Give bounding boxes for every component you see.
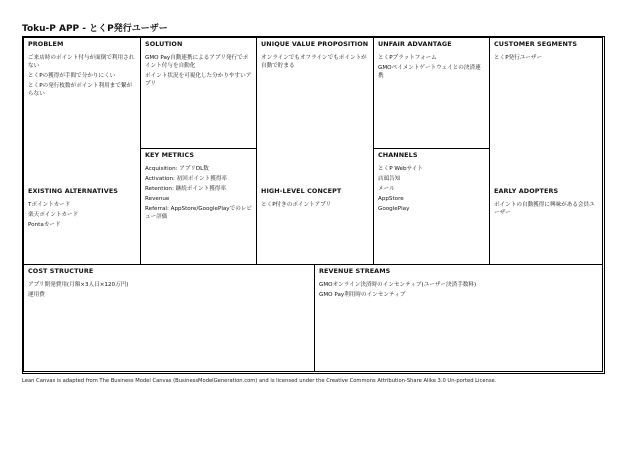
existing-alternatives-heading: EXISTING ALTERNATIVES bbox=[28, 187, 118, 195]
existing-alternative-item: 楽天ポイントカード bbox=[28, 211, 79, 218]
early-adopters bbox=[494, 188, 598, 219]
revenue-item: GMO Pay利用時のインセンティブ bbox=[319, 291, 406, 298]
existing-alternative-item: Pontaカード bbox=[28, 221, 61, 228]
key-metrics-block bbox=[140, 148, 257, 265]
key-metrics-heading: KEY METRICS bbox=[145, 151, 195, 159]
unfair-advantage-heading: UNFAIR ADVANTAGE bbox=[378, 40, 452, 48]
customer-segment-item: とくP発行ユーザー bbox=[494, 54, 543, 61]
lean-canvas bbox=[22, 36, 605, 374]
existing-alternative-item: Tポイントカード bbox=[28, 201, 71, 208]
key-metric-item: Referral: AppStore/GooglePlayでのレビュー評価 bbox=[145, 205, 252, 220]
unfair-advantage-item: GMOペイメントゲートウェイとの決済連携 bbox=[378, 64, 481, 79]
high-level-concept bbox=[261, 188, 369, 211]
solution-block bbox=[140, 37, 257, 149]
problem-item: とくPの獲得が手間で分かりにくい bbox=[28, 72, 116, 79]
uvp-item: オンラインでもオフラインでもポイントが自動で貯まる bbox=[261, 54, 367, 69]
early-adopters-heading: EARLY ADOPTERS bbox=[494, 187, 559, 195]
channel-item: とくP Webサイト bbox=[378, 165, 423, 172]
existing-alternatives bbox=[28, 188, 136, 231]
high-level-concept-heading: HIGH-LEVEL CONCEPT bbox=[261, 187, 342, 195]
channel-item: AppStore bbox=[378, 195, 404, 202]
solution-item: ポイント状況を可視化した分かりやすいアプリ bbox=[145, 72, 252, 87]
key-metric-item: Retention: 継続ポイント獲得率 bbox=[145, 185, 226, 192]
problem-item: ご来店時のポイント付与が面倒で利用されない bbox=[28, 54, 135, 69]
license-footer: Lean Canvas is adapted from The Business Model Canvas (BusinessModelGeneration.com) and is licensed under the Creative Commons Attribution-Share Alike 3.0 Un-ported License. bbox=[22, 378, 497, 384]
channel-item: メール bbox=[378, 185, 395, 192]
cost-structure-block bbox=[23, 264, 315, 372]
uvp-block bbox=[256, 37, 374, 265]
high-level-concept-item: とくP付きのポイントアプリ bbox=[261, 201, 332, 208]
revenue-streams-block bbox=[314, 264, 603, 372]
problem-item: とくPの発行枚数がポイント利用まで繋がらない bbox=[28, 82, 133, 97]
channel-item: 店頭告知 bbox=[378, 175, 401, 182]
cost-item: アプリ開発費用(月額×3人日×120万円) bbox=[28, 281, 129, 288]
customer-segments-block bbox=[489, 37, 603, 265]
revenue-streams-heading: REVENUE STREAMS bbox=[319, 267, 391, 275]
customer-segments-heading: CUSTOMER SEGMENTS bbox=[494, 40, 578, 48]
unfair-advantage-block bbox=[373, 37, 490, 149]
channels-block bbox=[373, 148, 490, 265]
problem-block bbox=[23, 37, 141, 265]
channels-heading: CHANNELS bbox=[378, 151, 418, 159]
revenue-item: GMOオンライン決済時のインセンティブ(ユーザー決済手数料) bbox=[319, 281, 477, 288]
key-metric-item: Revenue bbox=[145, 195, 170, 202]
page-title: Toku-P APP - とくP発行ユーザー bbox=[22, 24, 168, 34]
solution-item: GMO Pay自動連携によるアプリ発行でポイント付与を自動化 bbox=[145, 54, 249, 69]
early-adopter-item: ポイントの自動獲得に興味がある会員ユーザー bbox=[494, 201, 595, 216]
cost-structure-heading: COST STRUCTURE bbox=[28, 267, 94, 275]
cost-item: 運用費 bbox=[28, 291, 45, 298]
unfair-advantage-item: とくPプラットフォーム bbox=[378, 54, 437, 61]
solution-heading: SOLUTION bbox=[145, 40, 183, 48]
key-metric-item: Activation: 初回ポイント獲得率 bbox=[145, 175, 228, 182]
key-metric-item: Acquisition: アプリDL数 bbox=[145, 165, 209, 172]
problem-heading: PROBLEM bbox=[28, 40, 64, 48]
channel-item: GooglePlay bbox=[378, 205, 410, 212]
uvp-heading: UNIQUE VALUE PROPOSITION bbox=[261, 40, 369, 48]
